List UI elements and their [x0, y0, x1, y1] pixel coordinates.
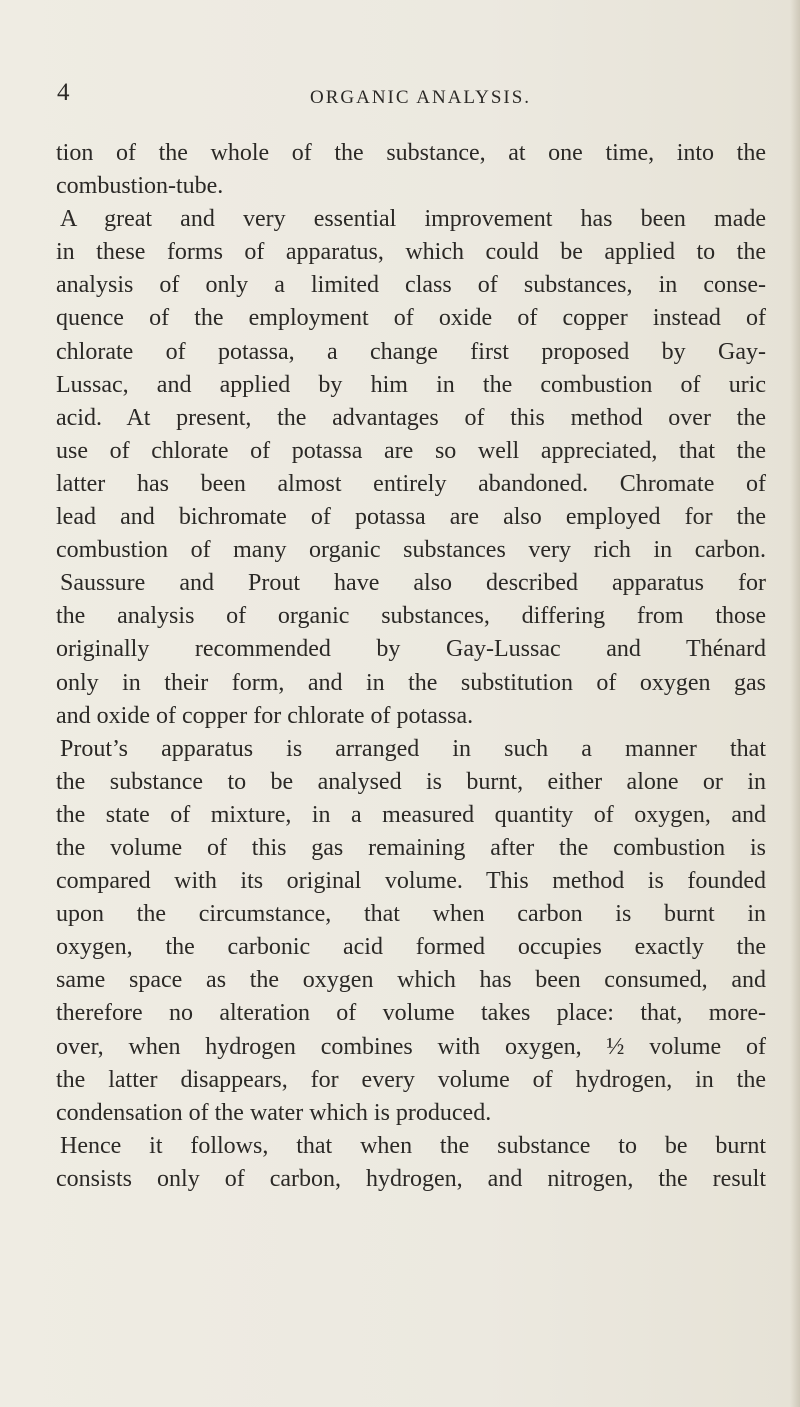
running-title: ORGANIC ANALYSIS.: [310, 87, 532, 108]
text-line: consists only of carbon, hydrogen, and nitrogen, the result: [56, 1165, 766, 1192]
text-line: combustion-tube.: [56, 173, 224, 200]
text-line: Saussure and Prout have also described apparatus for: [60, 570, 766, 597]
text-line: tion of the whole of the substance, at one time, into the: [56, 140, 766, 166]
text-line: the latter disappears, for every volume of hydrogen, in the: [56, 1066, 766, 1093]
text-line: A great and very essential improvement has been made: [60, 206, 766, 233]
text-line: Prout’s apparatus is arranged in such a manner that: [60, 735, 766, 762]
text-line: over, when hydrogen combines with oxygen, ½ volume of: [56, 1033, 766, 1060]
text-line: Lussac, and applied by him in the combustion of uric: [56, 371, 766, 398]
text-line: Hence it follows, that when the substance to be burnt: [60, 1132, 766, 1159]
text-line: lead and bichromate of potassa are also employed for the: [56, 504, 766, 531]
text-line: and oxide of copper for chlorate of potassa.: [56, 702, 474, 729]
text-line: use of chlorate of potassa are so well appreciated, that the: [56, 437, 766, 464]
text-line: in these forms of apparatus, which could be applied to the: [56, 239, 766, 266]
text-line: originally recommended by Gay-Lussac and Thénard: [56, 636, 766, 663]
text-line: quence of the employment of oxide of copper instead of: [56, 305, 766, 332]
text-line: oxygen, the carbonic acid formed occupies exactly the: [56, 934, 766, 961]
text-line: the analysis of organic substances, differing from those: [56, 603, 766, 630]
text-line: only in their form, and in the substitution of oxygen gas: [56, 669, 766, 696]
text-line: the state of mixture, in a measured quantity of oxygen, and: [56, 801, 766, 828]
text-line: the substance to be analysed is burnt, either alone or in: [56, 768, 766, 795]
text-line: therefore no alteration of volume takes place: that, more-: [56, 1000, 766, 1027]
page-number: 4: [57, 79, 70, 106]
text-line: compared with its original volume. This method is founded: [56, 868, 766, 895]
text-line: latter has been almost entirely abandoned. Chromate of: [56, 470, 766, 497]
text-line: the volume of this gas remaining after the combustion is: [56, 834, 766, 861]
text-line: analysis of only a limited class of substances, in conse-: [56, 272, 766, 299]
text-line: chlorate of potassa, a change first proposed by Gay-: [56, 338, 766, 365]
text-line: upon the circumstance, that when carbon is burnt in: [56, 901, 766, 928]
text-line: same space as the oxygen which has been consumed, and: [56, 967, 766, 994]
body-text: [56, 137, 766, 1196]
text-line: condensation of the water which is produced.: [56, 1099, 492, 1126]
text-line: combustion of many organic substances very rich in carbon.: [56, 537, 766, 564]
page-edge-shadow: [790, 0, 800, 1407]
text-line: acid. At present, the advantages of this method over the: [56, 404, 766, 431]
